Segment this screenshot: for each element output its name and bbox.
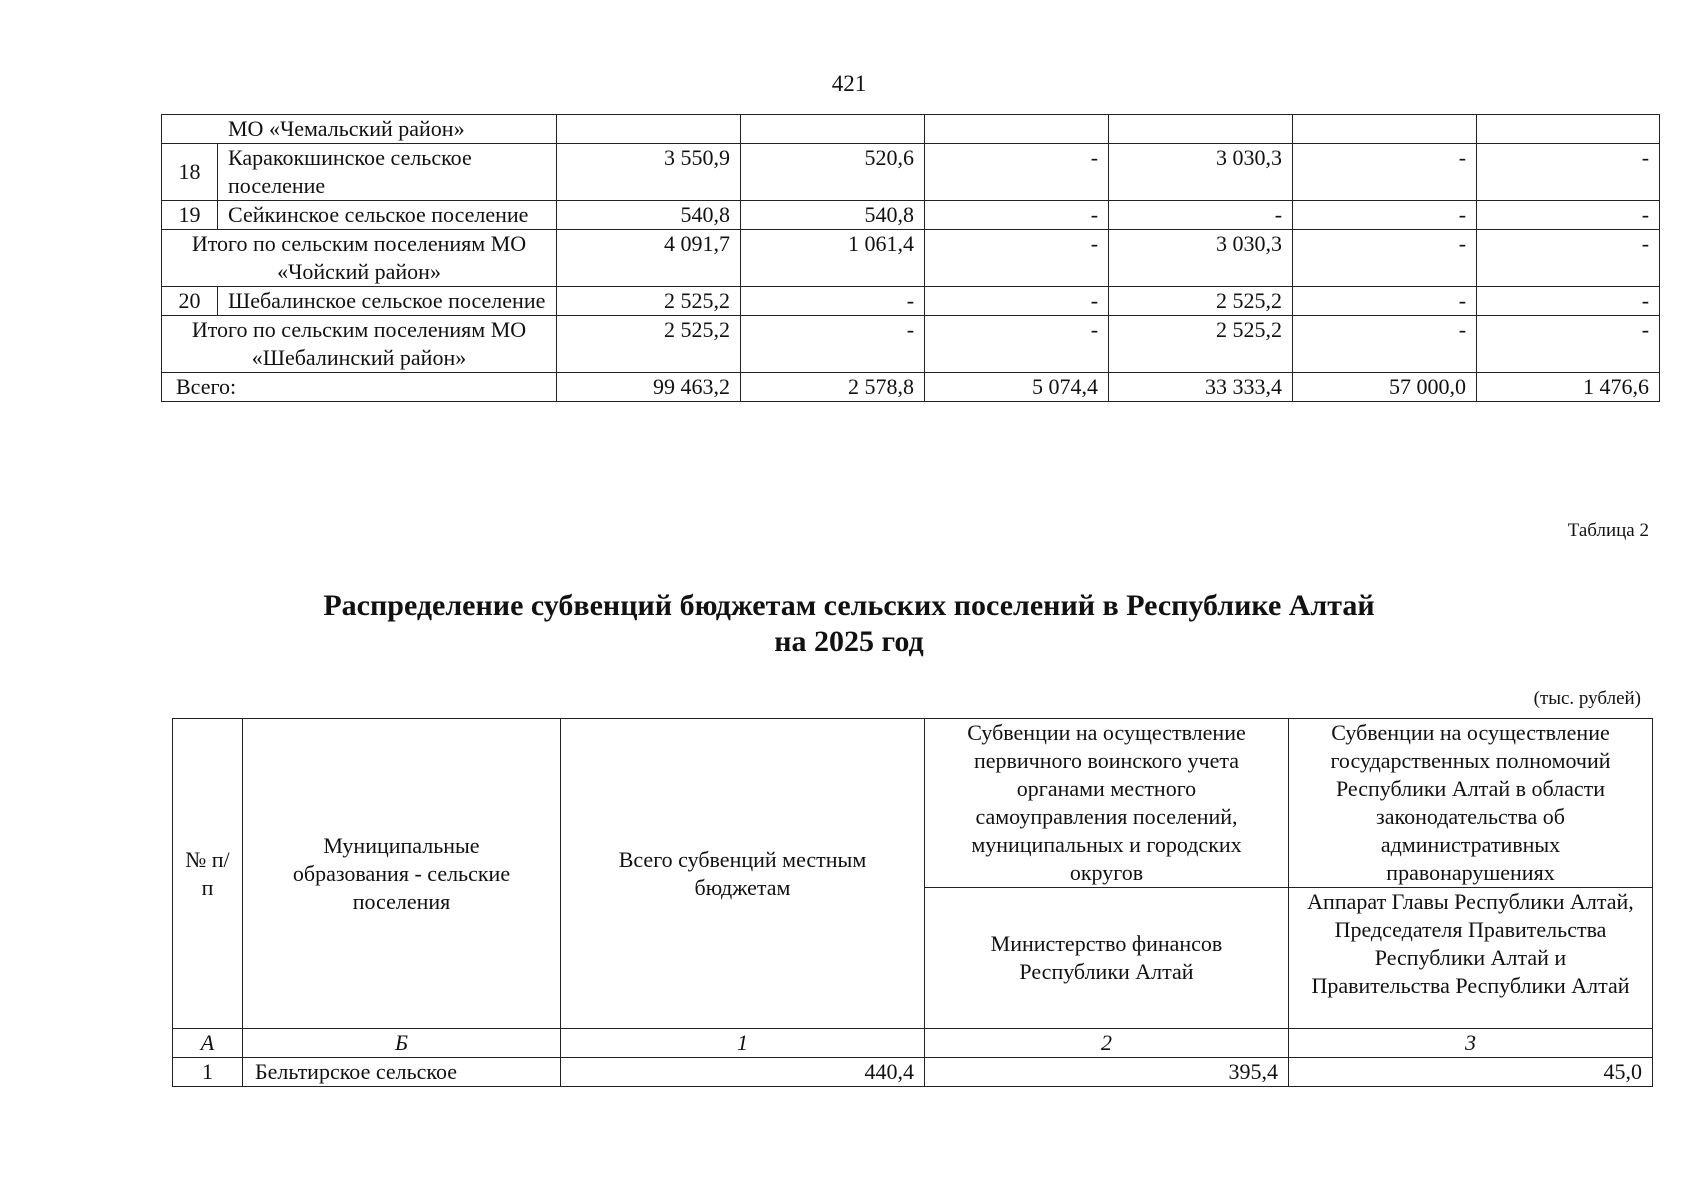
settlement-name: Сейкинское сельское поселение [218, 201, 557, 230]
settlement-name: Шебалинское сельское поселение [218, 287, 557, 316]
table-row [173, 1058, 1653, 1087]
subtotal-label: Итого по сельским поселениям МО «Шебалинский район» [162, 316, 557, 373]
header-municipality: Муниципальные образования - сельские поселения [243, 719, 561, 1029]
district-header: МО «Чемальский район» [162, 115, 557, 144]
column-number: А [173, 1029, 243, 1058]
row-number: 19 [162, 201, 218, 230]
header-row [173, 719, 1653, 888]
apparatus-value: 45,0 [1289, 1058, 1653, 1087]
table-row [162, 115, 1660, 144]
column-number: 2 [925, 1029, 1289, 1058]
title-line-1: Распределение субвенций бюджетам сельских поселений в Республике Алтай [323, 589, 1375, 622]
table-row: 20 Шебалинское сельское поселение 2 525,2 - - 2 525,2 - - [162, 287, 1660, 316]
table-row: 18 Каракокшинское сельское поселение 3 550,9 520,6 - 3 030,3 - - [162, 144, 1660, 201]
column-number: Б [243, 1029, 561, 1058]
document-title [0, 588, 1698, 660]
page-number: 421 [831, 71, 867, 96]
grand-total-label: Всего: [162, 373, 557, 402]
column-number: 1 [561, 1029, 925, 1058]
subtotal-label: Итого по сельским поселениям МО «Чойский район» [162, 230, 557, 287]
column-number-row [173, 1029, 1653, 1058]
title-line-2: на 2025 год [774, 625, 924, 658]
minfin-value: 395,4 [925, 1058, 1289, 1087]
header-total-subventions: Всего субвенций местным бюджетам [561, 719, 925, 1029]
table-row: 19 Сейкинское сельское поселение 540,8 540,8 - - - - [162, 201, 1660, 230]
table-row: Итого по сельским поселениям МО «Чойский район» 4 091,7 1 061,4 - 3 030,3 - - [162, 230, 1660, 287]
row-number: 18 [162, 144, 218, 201]
header-ministry-finance: Министерство финансов Республики Алтай [925, 888, 1289, 1029]
table-row: Всего: 99 463,2 2 578,8 5 074,4 33 333,4 57 000,0 1 476,6 [162, 373, 1660, 402]
settlement-name: Бельтирское сельское [243, 1058, 561, 1087]
header-military-registration: Субвенции на осуществление первичного воинского учета органами местного самоуправления поселений, муниципальных и городских округов [925, 719, 1289, 888]
row-number: 20 [162, 287, 218, 316]
settlement-name: Каракокшинское сельское поселение [218, 144, 557, 201]
header-apparatus: Аппарат Главы Республики Алтай, Председателя Правительства Республики Алтай и Правительства Республики Алтай [1289, 888, 1653, 1029]
subvention-table [172, 718, 1653, 1087]
header-row-number: № п/п [173, 719, 243, 1029]
column-number: 3 [1289, 1029, 1653, 1058]
total-value: 440,4 [561, 1058, 925, 1087]
table-row: Итого по сельским поселениям МО «Шебалинский район» 2 525,2 - - 2 525,2 - - [162, 316, 1660, 373]
row-number: 1 [173, 1058, 243, 1087]
units-note: (тыс. рублей) [1533, 688, 1641, 709]
header-administrative-offenses: Субвенции на осуществление государственных полномочий Республики Алтай в области законодательства об административных правонарушениях [1289, 719, 1653, 888]
table-label: Таблица 2 [1567, 520, 1649, 541]
continued-subsidy-table [161, 114, 1660, 402]
